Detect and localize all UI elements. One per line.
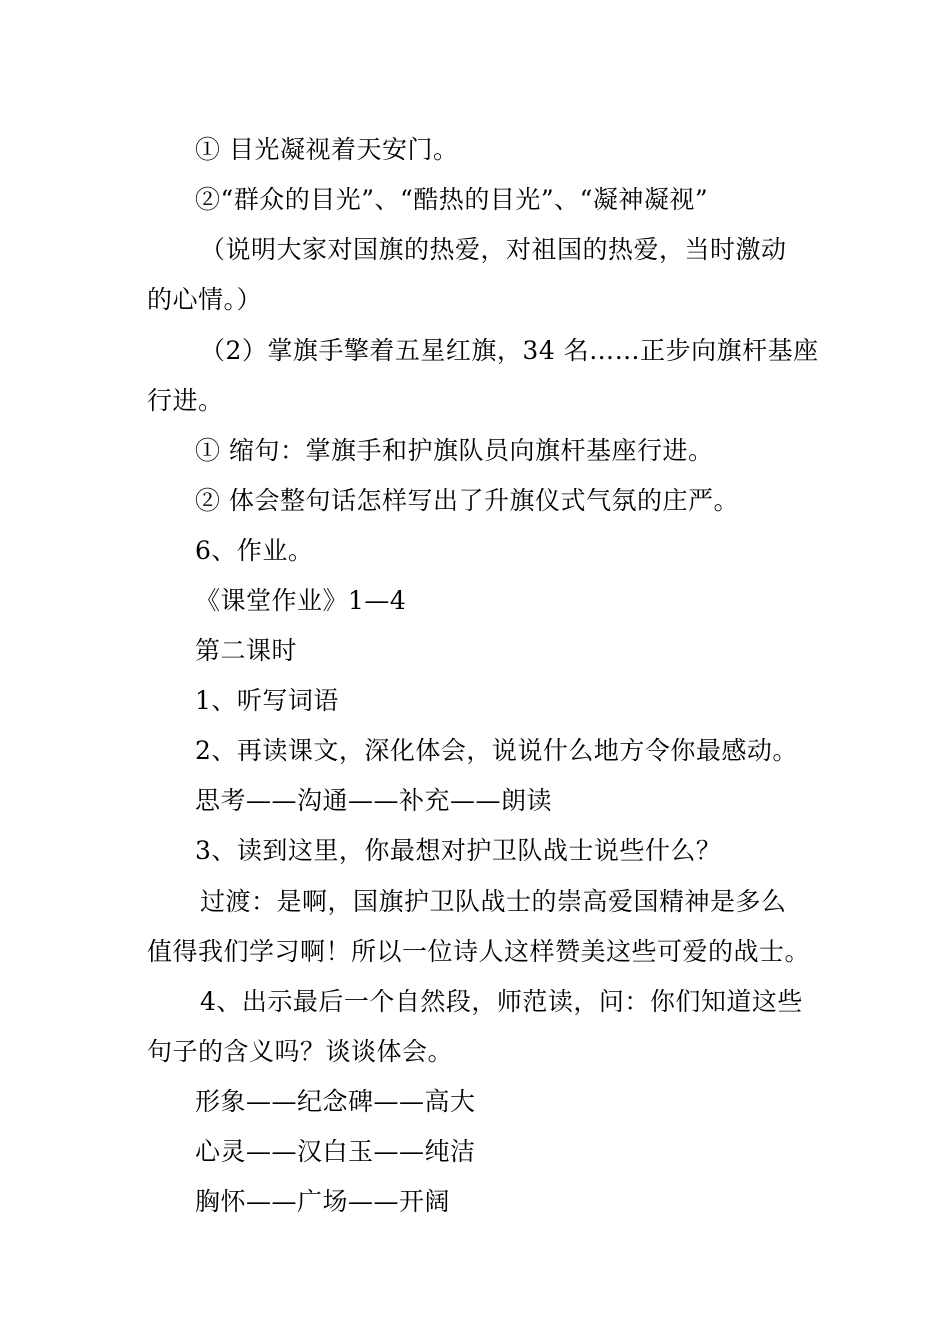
text-line: ① 目光凝视着天安门。: [195, 135, 459, 164]
text-line: 3、读到这里，你最想对护卫队战士说些什么？: [195, 836, 722, 865]
text-line: ②“群众的目光”、“酷热的目光”、“凝神凝视”: [195, 185, 709, 214]
text-line: ② 体会整句话怎样写出了升旗仪式气氛的庄严。: [195, 486, 739, 515]
text-line: 的心情。）: [147, 285, 263, 314]
text-line: 4、出示最后一个自然段，师范读，问：你们知道这些: [200, 987, 803, 1016]
text-line: （2）掌旗手擎着五星红旗，34 名……正步向旗杆基座: [200, 336, 819, 365]
section-heading: 第二课时: [195, 636, 298, 665]
text-line: （说明大家对国旗的热爱，对祖国的热爱，当时激动: [200, 235, 787, 264]
text-line: 《课堂作业》1—4: [195, 586, 407, 615]
text-line: 6、作业。: [195, 536, 314, 565]
text-line: ① 缩句：掌旗手和护旗队员向旗杆基座行进。: [195, 436, 714, 465]
text-line: 1、听写词语: [195, 686, 339, 715]
text-line: 行进。: [147, 386, 224, 415]
text-line: 过渡：是啊，国旗护卫队战士的崇高爱国精神是多么: [200, 887, 787, 916]
text-line: 形象——纪念碑——高大: [195, 1087, 476, 1116]
text-line: 值得我们学习啊！所以一位诗人这样赞美这些可爱的战士。: [147, 937, 811, 966]
text-line: 胸怀——广场——开阔: [195, 1187, 451, 1216]
text-line: 2、再读课文，深化体会，说说什么地方令你最感动。: [195, 736, 798, 765]
text-line: 心灵——汉白玉——纯洁: [195, 1137, 476, 1166]
text-line: 思考——沟通——补充——朗读: [195, 786, 553, 815]
text-line: 句子的含义吗？谈谈体会。: [147, 1037, 454, 1066]
